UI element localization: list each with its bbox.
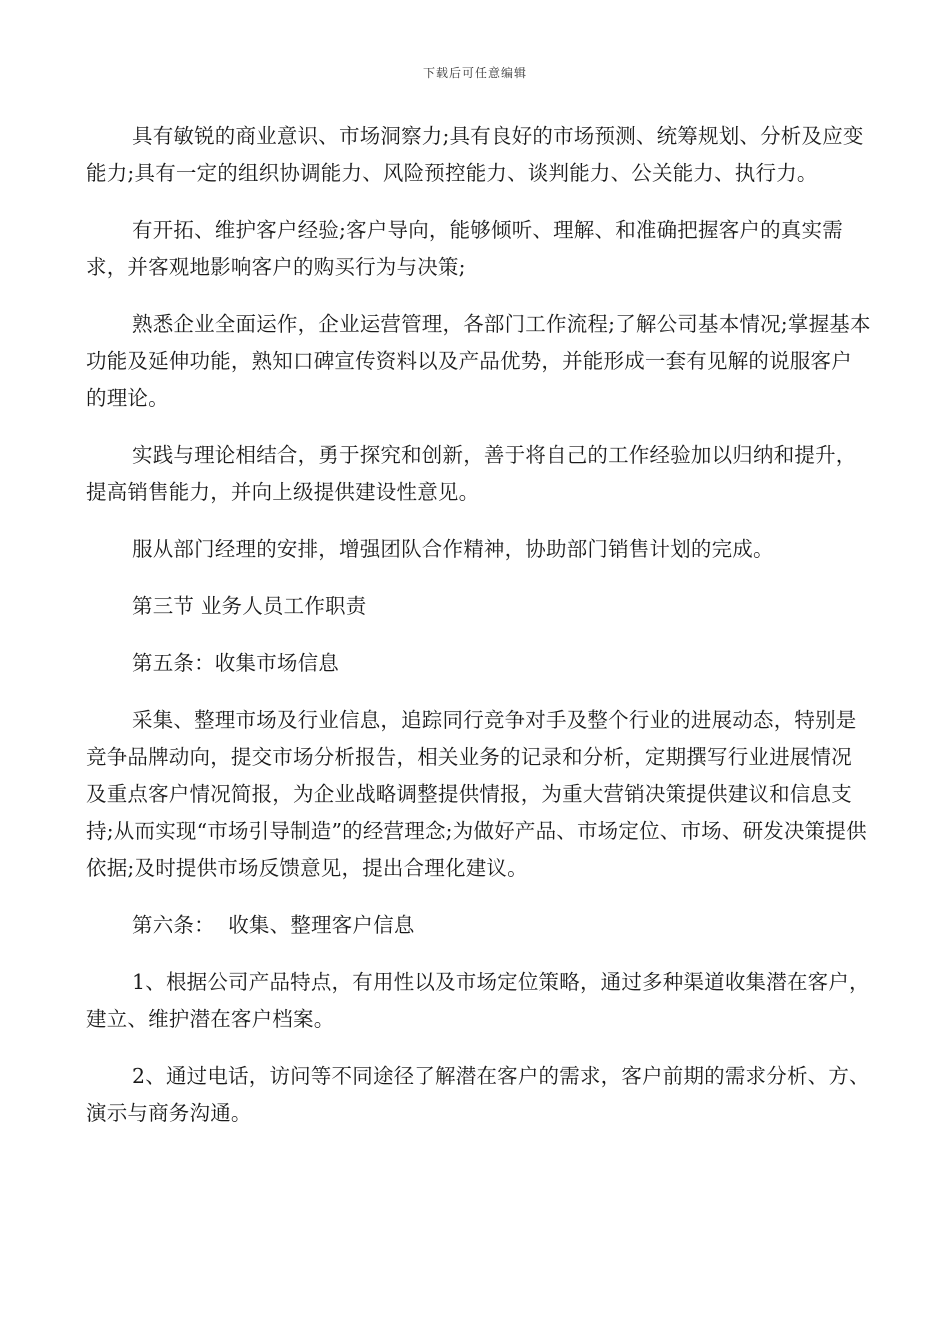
section-heading: 第三节 业务人员工作职责 xyxy=(132,594,367,618)
paragraph-teamwork: 服从部门经理的安排，增强团队合作精神，协助部门销售计划的完成。 xyxy=(132,537,774,561)
article6-title: 第六条： 收集、整理客户信息 xyxy=(132,913,415,937)
document-body xyxy=(86,118,872,1152)
paragraph-enterprise-operations: 熟悉企业全面运作，企业运营管理，各部门工作流程;了解公司基本情况;掌握基本功能及延伸功能，熟知口碑宣传资料以及产品优势，并能形成一套有见解的说服客户的理论。 xyxy=(86,312,871,410)
article6-item-1: 1、根据公司产品特点，有用性以及市场定位策略，通过多种渠道收集潜在客户，建立、维护潜在客户档案。 xyxy=(86,970,870,1031)
paragraph-business-acumen: 具有敏锐的商业意识、市场洞察力;具有良好的市场预测、统筹规划、分析及应变能力;具有一定的组织协调能力、风险预控能力、谈判能力、公关能力、执行力。 xyxy=(86,124,864,185)
article6-item-2: 2、通过电话，访问等不同途径了解潜在客户的需求，客户前期的需求分析、方、演示与商务沟通。 xyxy=(86,1064,870,1125)
paragraph-practice-theory: 实践与理论相结合，勇于探究和创新，善于将自己的工作经验加以归纳和提升，提高销售能力，并向上级提供建设性意见。 xyxy=(86,443,857,504)
article5-title: 第五条：收集市场信息 xyxy=(132,651,339,675)
paragraph-client-experience: 有开拓、维护客户经验;客户导向，能够倾听、理解、和准确把握客户的真实需求，并客观地影响客户的购买行为与决策; xyxy=(86,218,843,279)
article5-body: 采集、整理市场及行业信息，追踪同行竞争对手及整个行业的进展动态，特别是竞争品牌动向，提交市场分析报告，相关业务的记录和分析，定期撰写行业进展情况及重点客户情况简报，为企业战略调整提供情报，为重大营销决策提供建议和信息支持;从而实现“市场引导制造”的经营理念;为做好产品、市场定位、市场、研发决策提供依据;及时提供市场反馈意见，提出合理化建议。 xyxy=(86,708,867,880)
page-header: 下载后可任意编辑 xyxy=(422,66,527,80)
